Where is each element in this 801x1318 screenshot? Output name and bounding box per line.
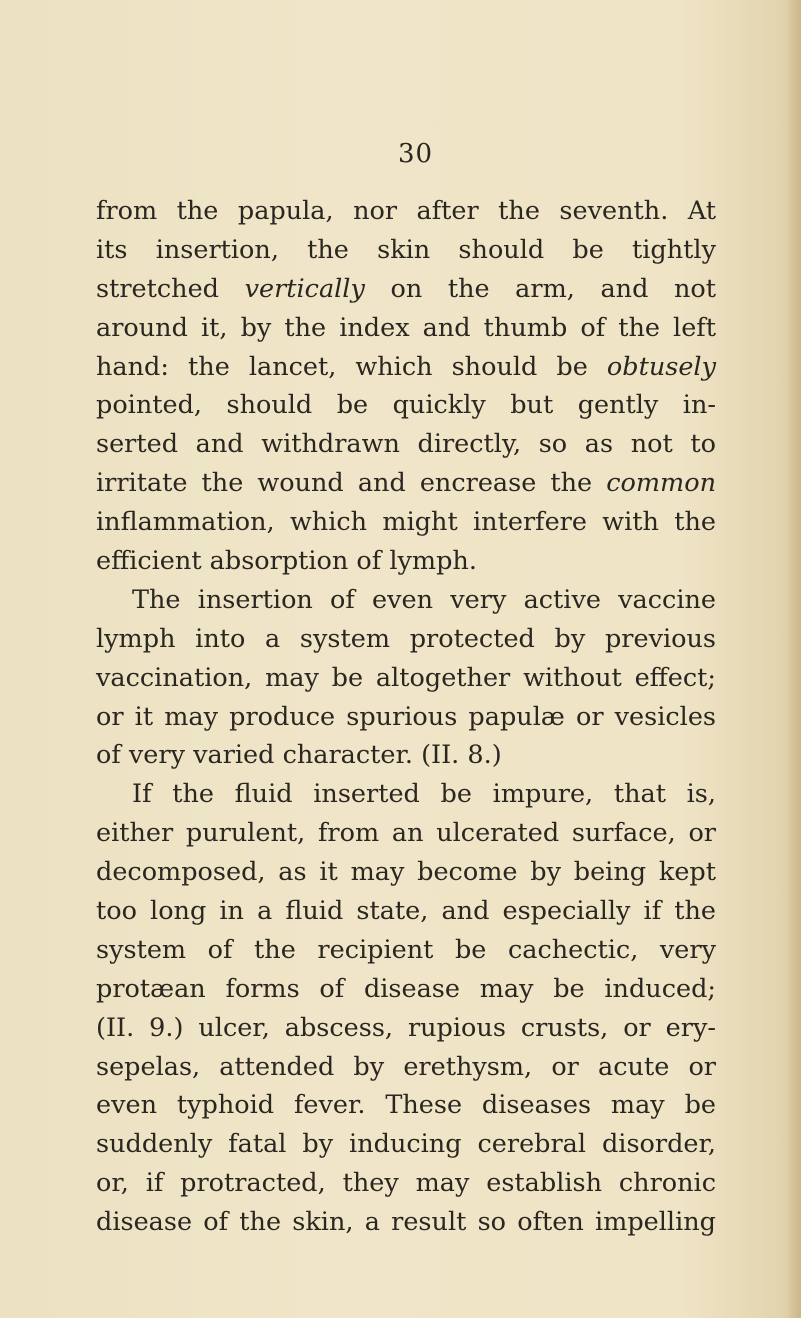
text-line: serted and withdrawn directly, so as not to: [96, 429, 716, 460]
text-line: inflammation, which might interfere with the: [96, 507, 716, 538]
text-line: The insertion of even very active vaccine: [132, 584, 716, 615]
text-line: pointed, should be quickly but gently in-: [96, 390, 716, 421]
text-line: or it may produce spurious papulæ or vesicles: [96, 701, 716, 732]
text-line: of very varied character. (II. 8.): [96, 740, 502, 771]
page-number: 30: [397, 139, 434, 169]
text-line: hand: the lancet, which should be obtusely: [96, 351, 716, 382]
text-line: If the fluid inserted be impure, that is,: [132, 779, 716, 810]
page-edge-shadow: [787, 0, 801, 1318]
text-line: even typhoid fever. These diseases may be: [96, 1090, 716, 1121]
text-line: lymph into a system protected by previous: [96, 623, 716, 654]
text-line: too long in a fluid state, and especially if the: [96, 896, 716, 927]
text-line: efficient absorption of lymph.: [96, 546, 477, 577]
text-line: from the papula, nor after the seventh. At: [96, 196, 716, 226]
text-line: irritate the wound and encrease the common: [96, 468, 716, 499]
text-line: decomposed, as it may become by being kept: [96, 857, 716, 888]
text-line: system of the recipient be cachectic, very: [96, 934, 716, 965]
italic-word: vertically: [244, 273, 365, 304]
text-line: (II. 9.) ulcer, abscess, rupious crusts, or ery-: [96, 1012, 716, 1043]
italic-word: obtusely: [606, 351, 716, 382]
text-line: either purulent, from an ulcerated surface, or: [96, 818, 716, 849]
text-line: vaccination, may be altogether without effect;: [96, 662, 716, 693]
text-line: sepelas, attended by erethysm, or acute or: [96, 1051, 716, 1082]
text-line: around it, by the index and thumb of the left: [96, 312, 716, 343]
italic-word: common: [606, 468, 716, 499]
text-line: protæan forms of disease may be induced;: [96, 973, 716, 1004]
body-text: [96, 192, 716, 1242]
text-line: suddenly fatal by inducing cerebral disorder,: [96, 1129, 716, 1160]
text-line: or, if protracted, they may establish chronic: [96, 1168, 716, 1199]
text-line: its insertion, the skin should be tightly: [96, 234, 716, 265]
text-line: stretched vertically on the arm, and not: [96, 273, 716, 304]
text-line: disease of the skin, a result so often impelling: [96, 1207, 716, 1238]
